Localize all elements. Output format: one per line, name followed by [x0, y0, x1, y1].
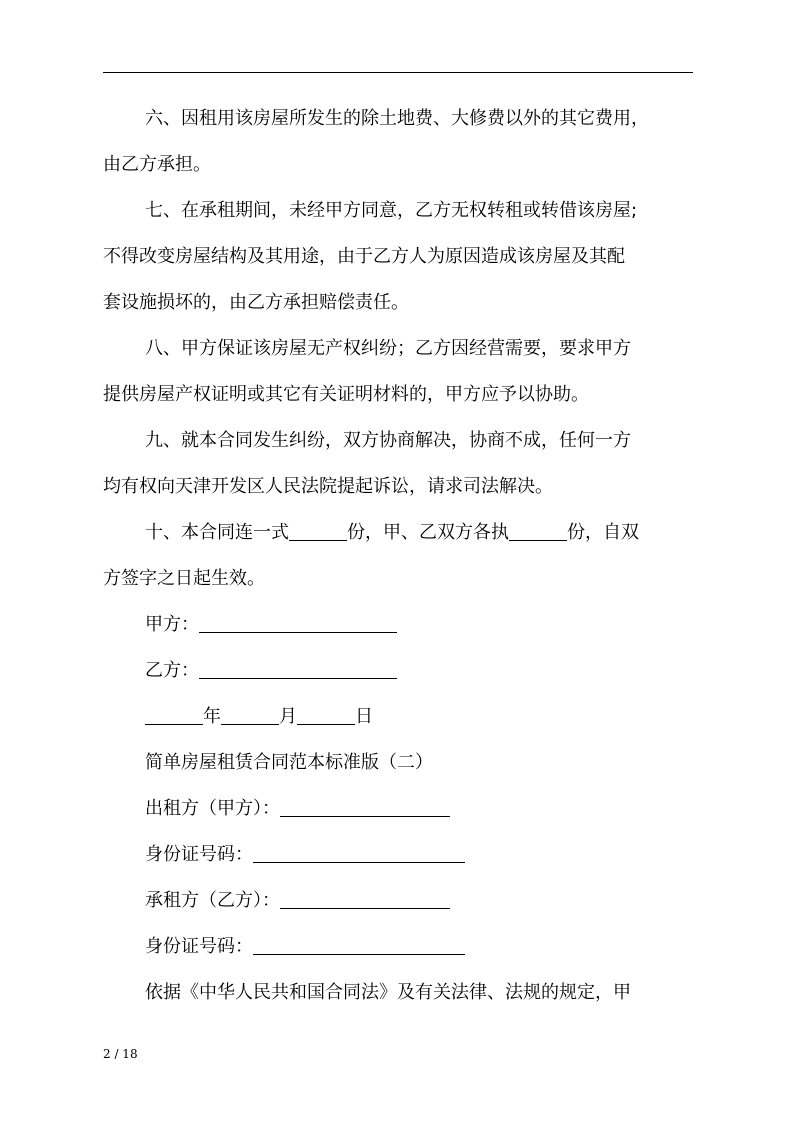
day-label: 日 [355, 706, 373, 727]
clause-8-line-1: 八、甲方保证该房屋无产权纠纷；乙方因经营需要，要求甲方 [145, 338, 631, 359]
clause-9-line-1: 九、就本合同发生纠纷，双方协商解决，协商不成，任何一方 [145, 430, 631, 451]
lessor-blank[interactable] [280, 798, 450, 817]
signature-party-b [145, 648, 397, 694]
clause-7-line-1: 七、在承租期间，未经甲方同意，乙方无权转租或转借该房屋; [145, 200, 638, 221]
lessee-id-row [145, 924, 465, 970]
legal-basis-line: 依据《中华人民共和国合同法》及有关法律、法规的规定，甲 [145, 982, 631, 1003]
year-label: 年 [203, 706, 221, 727]
clause-8-line-2: 提供房屋产权证明或其它有关证明材料的，甲方应予以协助。 [103, 384, 589, 405]
clause-10-text-c: 份，自双 [567, 522, 639, 543]
section-title: 简单房屋租赁合同范本标准版（二） [145, 752, 433, 773]
clause-7-line-2: 不得改变房屋结构及其用途，由于乙方人为原因造成该房屋及其配 [103, 246, 625, 267]
month-blank[interactable] [221, 706, 279, 725]
clause-6-line-2: 由乙方承担。 [103, 154, 211, 175]
lessee-blank[interactable] [280, 890, 450, 909]
clause-10-line-1 [145, 510, 639, 556]
signing-date [145, 694, 373, 740]
party-b-label: 乙方： [145, 660, 199, 681]
lessee-row [145, 878, 450, 924]
clause-7-line-3: 套设施损坏的，由乙方承担赔偿责任。 [103, 292, 409, 313]
lessee-label: 承租方（乙方）： [145, 890, 280, 911]
clause-9-line-2: 均有权向天津开发区人民法院提起诉讼，请求司法解决。 [103, 476, 553, 497]
copies-total-blank[interactable] [289, 522, 347, 541]
party-a-label: 甲方： [145, 614, 199, 635]
year-blank[interactable] [145, 706, 203, 725]
lessor-id-blank[interactable] [253, 844, 465, 863]
lessee-id-label: 身份证号码： [145, 936, 253, 957]
party-b-signature-blank[interactable] [199, 660, 397, 679]
lessor-label: 出租方（甲方）： [145, 798, 280, 819]
page-number: 2 / 18 [103, 1047, 138, 1061]
header-rule [103, 72, 693, 73]
clause-10-text-a: 十、本合同连一式 [145, 522, 289, 543]
lessee-id-blank[interactable] [253, 936, 465, 955]
copies-each-blank[interactable] [509, 522, 567, 541]
party-a-signature-blank[interactable] [199, 614, 397, 633]
lessor-id-row [145, 832, 465, 878]
lessor-row [145, 786, 450, 832]
clause-10-text-b: 份，甲、乙双方各执 [347, 522, 509, 543]
signature-party-a [145, 602, 397, 648]
month-label: 月 [279, 706, 297, 727]
lessor-id-label: 身份证号码： [145, 844, 253, 865]
clause-10-line-2: 方签字之日起生效。 [103, 568, 265, 589]
clause-6-line-1: 六、因租用该房屋所发生的除土地费、大修费以外的其它费用， [145, 108, 649, 129]
day-blank[interactable] [297, 706, 355, 725]
